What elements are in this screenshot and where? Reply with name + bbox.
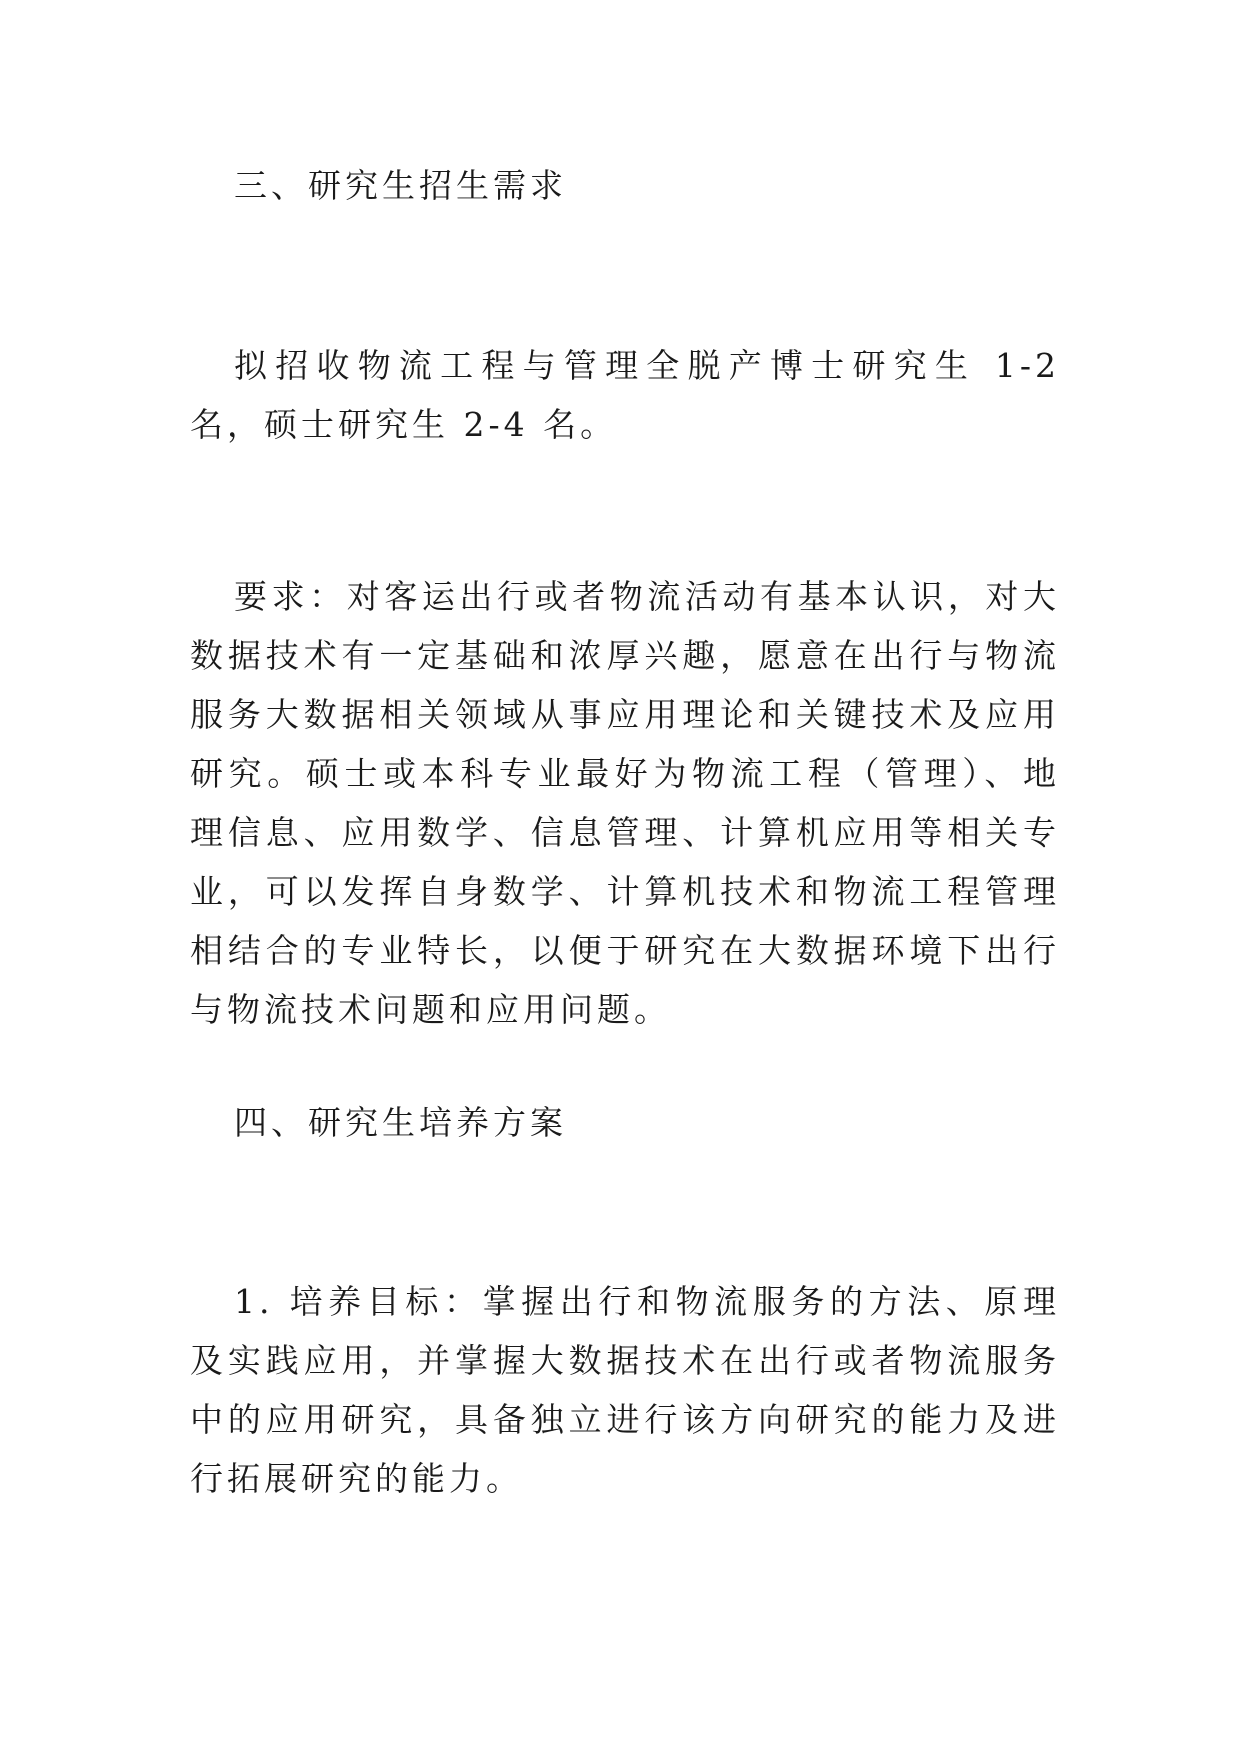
paragraph-training-goal: 1. 培养目标：掌握出行和物流服务的方法、原理及实践应用，并掌握大数据技术在出行或者物流服务中的应用研究，具备独立进行该方向研究的能力及进行拓展研究的能力。 xyxy=(190,1282,1060,1498)
paragraph-enrollment-quota: 拟招收物流工程与管理全脱产博士研究生 1-2 名，硕士研究生 2-4 名。 xyxy=(190,346,1060,444)
section-heading-training-plan: 四、研究生培养方案 xyxy=(234,1103,567,1142)
section-heading-recruitment: 三、研究生招生需求 xyxy=(234,166,567,205)
paragraph-requirements: 要求：对客运出行或者物流活动有基本认识，对大数据技术有一定基础和浓厚兴趣，愿意在出行与物流服务大数据相关领域从事应用理论和关键技术及应用研究。硕士或本科专业最好为物流工程（管理）、地理信息、应用数学、信息管理、计算机应用等相关专业，可以发挥自身数学、计算机技术和物流工程管理相结合的专业特长，以便于研究在大数据环境下出行与物流技术问题和应用问题。 xyxy=(190,577,1060,1029)
